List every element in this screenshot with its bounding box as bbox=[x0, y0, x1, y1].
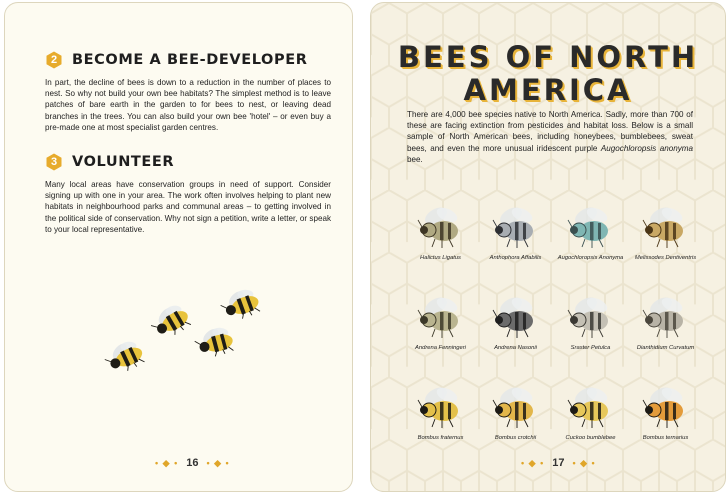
bee-illustration bbox=[415, 203, 467, 253]
section-volunteer bbox=[45, 153, 331, 235]
bee-species-item bbox=[403, 383, 478, 459]
page-number-footer bbox=[521, 457, 596, 469]
bee-species-grid bbox=[403, 203, 703, 459]
section-become-bee-developer bbox=[45, 51, 331, 133]
page-number: 17 bbox=[552, 457, 565, 469]
left-page bbox=[4, 2, 353, 492]
section-number: 3 bbox=[50, 156, 58, 168]
section-heading bbox=[45, 51, 331, 69]
bee-species-item bbox=[628, 383, 703, 459]
bumblebee-cluster-illustration bbox=[93, 283, 293, 393]
bee-caption: Sraster Petulca bbox=[570, 345, 611, 351]
bee-caption: Halictus Ligatus bbox=[420, 255, 461, 261]
bee-caption: Andrena Nasonii bbox=[494, 345, 537, 351]
bee-illustration bbox=[640, 383, 692, 433]
decorative-dots-icon: • ◆ • bbox=[155, 457, 179, 468]
hexagon-number-icon bbox=[45, 153, 63, 171]
bee-species-item bbox=[628, 293, 703, 369]
bee-species-item bbox=[403, 203, 478, 279]
decorative-dots-icon: • ◆ • bbox=[521, 457, 545, 468]
section-title: VOLUNTEER bbox=[72, 154, 175, 170]
intro-text: There are 4,000 bee species native to North America. Sadly, more than 700 of these are facing extinction from pesticides and habitat loss. Below is a small sample of North American bees, including honeybees, bumblebees, sweat bees, and even the more unusual iridescent purple bbox=[407, 110, 693, 153]
page-number-footer bbox=[155, 457, 230, 469]
bee-species-item bbox=[553, 203, 628, 279]
bee-caption: Melissodes Dentiventris bbox=[634, 255, 697, 261]
bee-species-item bbox=[553, 383, 628, 459]
bee-caption: Dianthidium Curvatum bbox=[636, 345, 695, 351]
intro-paragraph bbox=[407, 109, 693, 165]
bee-illustration bbox=[490, 203, 542, 253]
section-title: BECOME A BEE-DEVELOPER bbox=[72, 52, 308, 68]
decorative-dots-icon: • ◆ • bbox=[572, 457, 596, 468]
page-title bbox=[371, 41, 725, 107]
bee-illustration bbox=[565, 293, 617, 343]
bee-illustration bbox=[640, 203, 692, 253]
bee-species-item bbox=[478, 203, 553, 279]
section-body: Many local areas have conservation groups in need of support. Consider signing up with one in your area. The work often involves helping to plant new habitats in neighbourhood parks and communal areas – to getting involved in the political side of conservation. Why not sign a petition, write a letter, or speak to your local representative. bbox=[45, 180, 331, 234]
right-page bbox=[370, 2, 726, 492]
bee-caption: Anthophora Affabilis bbox=[489, 255, 542, 261]
bee-caption: Cuckoo bumblebee bbox=[565, 435, 616, 441]
intro-text-end: bee. bbox=[407, 154, 423, 164]
bee-caption: Augochloropsis Anonyma bbox=[557, 255, 624, 261]
section-number: 2 bbox=[50, 54, 58, 66]
bee-species-item bbox=[478, 383, 553, 459]
bee-illustration bbox=[565, 203, 617, 253]
bee-illustration bbox=[415, 383, 467, 433]
bee-species-item bbox=[553, 293, 628, 369]
title-line-1: BEES OF NORTH bbox=[397, 40, 699, 74]
bee-caption: Andrena Fenningeri bbox=[415, 345, 466, 351]
decorative-dots-icon: • ◆ • bbox=[206, 457, 230, 468]
bee-caption: Bombus ternarius bbox=[642, 435, 689, 441]
bee-caption: Bombus fraternus bbox=[417, 435, 464, 441]
title-line-2: AMERICA bbox=[463, 73, 633, 107]
bee-illustration bbox=[415, 293, 467, 343]
intro-species-name: Augochloropsis anonyma bbox=[600, 143, 693, 153]
bee-illustration bbox=[490, 293, 542, 343]
section-heading bbox=[45, 153, 331, 171]
bee-illustration bbox=[640, 293, 692, 343]
bee-caption: Bombus crotchii bbox=[494, 435, 537, 441]
bee-species-item bbox=[478, 293, 553, 369]
page-number: 16 bbox=[186, 457, 199, 469]
bee-illustration bbox=[565, 383, 617, 433]
bee-species-item bbox=[628, 203, 703, 279]
section-body: In part, the decline of bees is down to a reduction in the number of places to nest. So why not build your own bee habitats? The simplest method is to leave patches of bare earth in the garden to for bees to nest, or leaving dead branches in the trees. You can also build your own bee 'hotel' – or even buy a pre-made one at most specialist garden centres. bbox=[45, 78, 331, 132]
bee-species-item bbox=[403, 293, 478, 369]
hexagon-number-icon bbox=[45, 51, 63, 69]
bee-illustration bbox=[490, 383, 542, 433]
